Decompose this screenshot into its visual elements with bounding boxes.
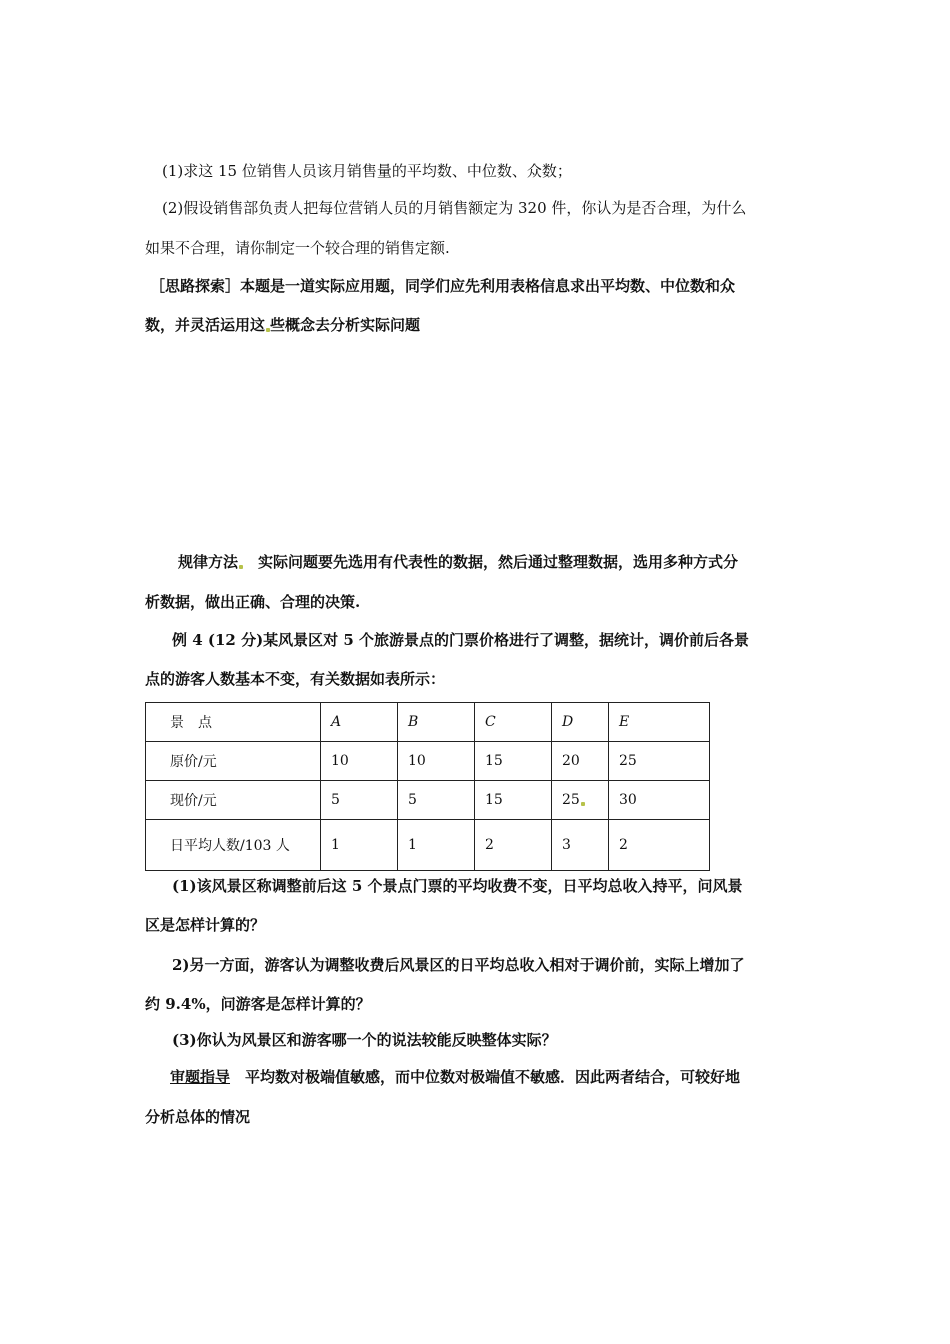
- table-row: [146, 820, 710, 871]
- example-line-1: 例 4 (12 分)某风景区对 5 个旅游景点的门票价格进行了调整，据统计，调价前后各景: [172, 631, 750, 649]
- question-line-1a: (1)该风景区称调整前后这 5 个景点门票的平均收费不变，日平均总收入持平，问风景: [172, 877, 743, 895]
- table-cell: 2: [609, 820, 710, 871]
- table-cell: 3: [552, 820, 609, 871]
- guide-line-2: 分析总体的情况: [145, 1108, 251, 1126]
- hint-text-b: 些概念去分析实际问题: [270, 316, 421, 334]
- table-cell: 30: [609, 781, 710, 820]
- hint-line-2: [145, 315, 420, 335]
- table-cell: [552, 781, 609, 820]
- table-cell: 原价/元: [146, 742, 321, 781]
- question-line-1b: 区是怎样计算的？: [145, 916, 266, 934]
- table-cell: 1: [321, 820, 398, 871]
- table-cell: 15: [475, 781, 552, 820]
- method-text: 实际问题要先选用有代表性的数据，然后通过整理数据，选用多种方式分: [258, 553, 739, 571]
- question-line-3: (3)你认为风景区和游客哪一个的说法较能反映整体实际？: [172, 1031, 557, 1049]
- table-cell: 现价/元: [146, 781, 321, 820]
- table-cell: D: [552, 703, 609, 742]
- question-line-2b: 约 9.4%，问游客是怎样计算的？: [145, 995, 371, 1013]
- question-1: (1)求这 15 位销售人员该月销售量的平均数、中位数、众数；: [162, 162, 572, 180]
- table-cell: B: [398, 703, 475, 742]
- table-cell: 20: [552, 742, 609, 781]
- example-line-2: 点的游客人数基本不变，有关数据如表所示：: [145, 670, 446, 688]
- artifact-dot: [581, 802, 585, 806]
- hint-line-1: ［思路探索］本题是一道实际应用题，同学们应先利用表格信息求出平均数、中位数和众: [150, 277, 736, 295]
- table-cell: 15: [475, 742, 552, 781]
- table-header-row: [146, 703, 710, 742]
- question-2: (2)假设销售部负责人把每位营销人员的月销售额定为 320 件，你认为是否合理，为什么: [162, 199, 747, 217]
- table-cell: C: [475, 703, 552, 742]
- guide-text: 平均数对极端值敏感，而中位数对极端值不敏感．因此两者结合，可较好地: [245, 1068, 741, 1086]
- question-line-2a: 2)另一方面，游客认为调整收费后风景区的日平均总收入相对于调价前，实际上增加了: [172, 956, 745, 974]
- method-label: 规律方法: [178, 553, 239, 571]
- table-cell: 日平均人数/103 人: [146, 820, 321, 871]
- table-cell: A: [321, 703, 398, 742]
- table-cell: 景 点: [146, 703, 321, 742]
- table-cell: 2: [475, 820, 552, 871]
- table-cell: 10: [321, 742, 398, 781]
- table-cell: 10: [398, 742, 475, 781]
- table-cell: 5: [398, 781, 475, 820]
- table-row: [146, 742, 710, 781]
- price-table: [145, 702, 710, 871]
- hint-text-a: 数，并灵活运用这: [145, 316, 266, 334]
- table-row: [146, 781, 710, 820]
- artifact-dot: [239, 565, 243, 569]
- method-line-2: 析数据，做出正确、合理的决策.: [145, 593, 361, 611]
- table-cell: 25: [609, 742, 710, 781]
- table-cell: 1: [398, 820, 475, 871]
- question-2-continued: 如果不合理，请你制定一个较合理的销售定额.: [145, 239, 450, 257]
- guide-line-1: [170, 1067, 740, 1087]
- table-cell: E: [609, 703, 710, 742]
- table-cell: 5: [321, 781, 398, 820]
- cell-value: 25: [562, 792, 580, 808]
- method-line-1: [178, 552, 738, 572]
- guide-label: 审题指导: [170, 1068, 231, 1086]
